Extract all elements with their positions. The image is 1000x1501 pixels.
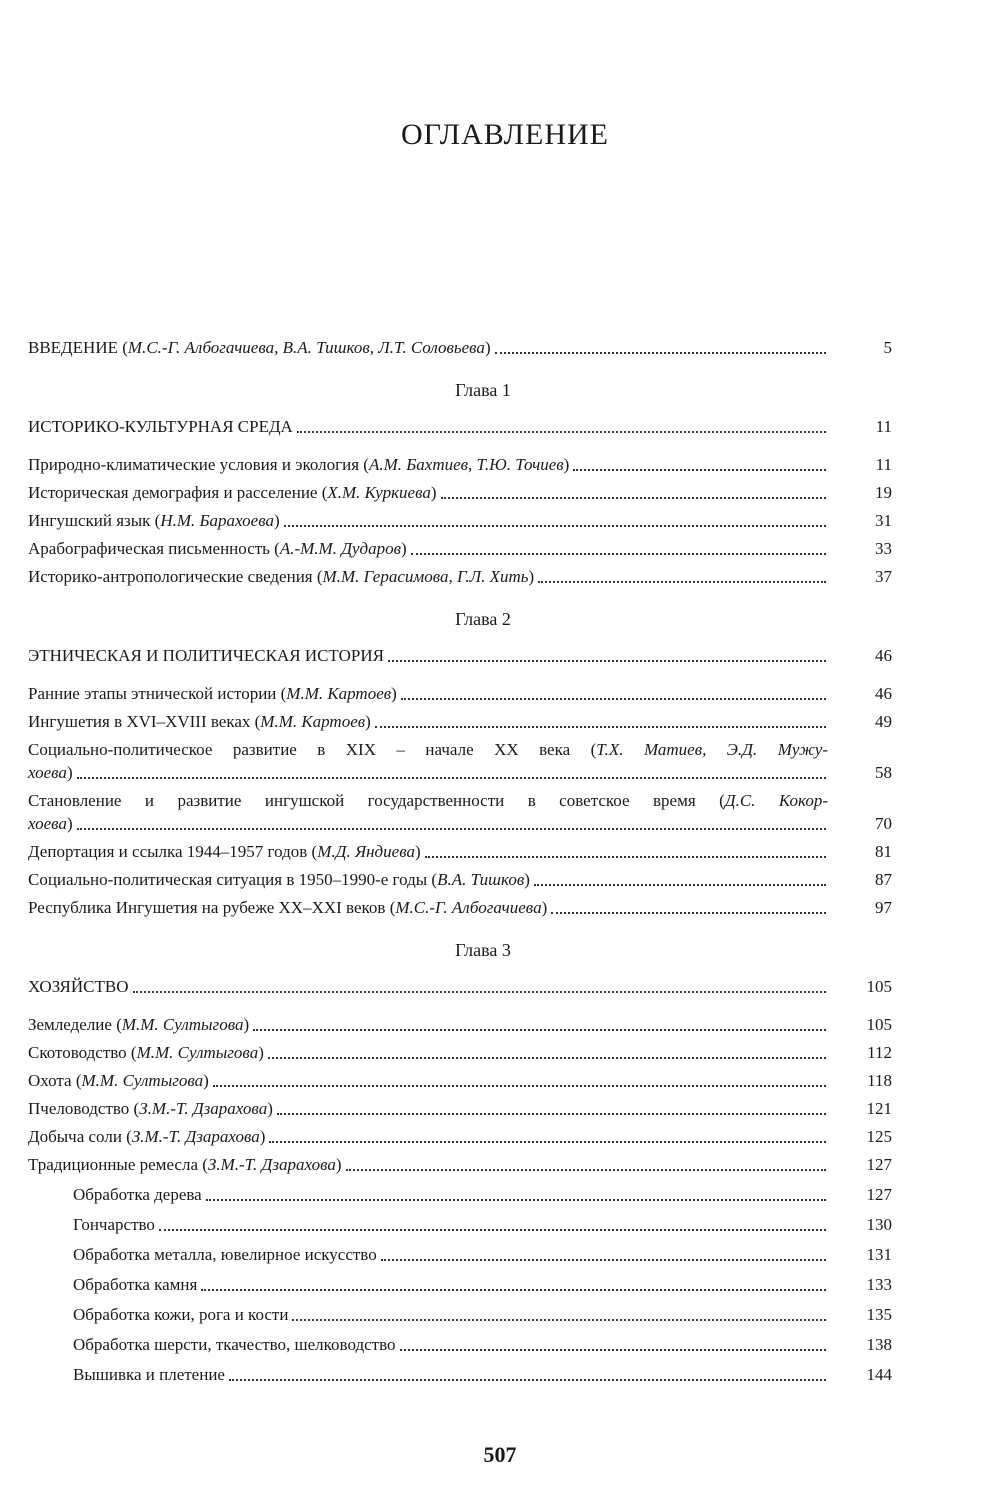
toc-entry: Природно-климатические условия и экология (А.М. Бахтиев, Т.Ю. Точиев) 11	[28, 455, 892, 474]
toc-subentry: Обработка шерсти, ткачество, шелководство 138	[73, 1335, 892, 1354]
toc-entry-multiline: Становление и развитие ингушской государственности в советское время (Д.С. Кокор- хоева) 70	[28, 791, 892, 833]
entry-close: )	[484, 338, 491, 357]
toc-entry: Скотоводство (М.М. Султыгова) 112	[28, 1043, 892, 1062]
entry-authors: М.С.-Г. Албогачиева, В.А. Тишков, Л.Т. Соловьева	[127, 338, 485, 357]
page-number: 507	[483, 1442, 517, 1467]
toc-entry: Пчеловодство (З.М.-Т. Дзарахова) 121	[28, 1099, 892, 1118]
toc-entry: Земледелие (М.М. Султыгова) 105	[28, 1015, 892, 1034]
toc-subentry: Обработка металла, ювелирное искусство 131	[73, 1245, 892, 1264]
section-label: ХОЗЯЙСТВО	[28, 977, 129, 996]
chapter-heading: Глава 1	[455, 380, 511, 400]
toc-subentry: Обработка дерева 127	[73, 1185, 892, 1204]
toc-entry: Охота (М.М. Султыгова) 118	[28, 1071, 892, 1090]
section-label: ЭТНИЧЕСКАЯ И ПОЛИТИЧЕСКАЯ ИСТОРИЯ	[28, 646, 384, 665]
page-title: ОГЛАВЛЕНИЕ	[401, 118, 609, 151]
toc-entry: Депортация и ссылка 1944–1957 годов (М.Д. Яндиева) 81	[28, 842, 892, 861]
toc-entry: Социально-политическая ситуация в 1950–1990-е годы (В.А. Тишков) 87	[28, 870, 892, 889]
toc-entry: Ингушетия в XVI–XVIII веках (М.М. Картоев) 49	[28, 712, 892, 731]
toc-entry: Ингушский язык (Н.М. Барахоева) 31	[28, 511, 892, 530]
chapter-heading: Глава 2	[455, 609, 511, 629]
toc-subentry: Обработка кожи, рога и кости 135	[73, 1305, 892, 1324]
toc-section: ЭТНИЧЕСКАЯ И ПОЛИТИЧЕСКАЯ ИСТОРИЯ 46	[28, 646, 892, 665]
toc-entry: Историко-антропологические сведения (М.М. Герасимова, Г.Л. Хить) 37	[28, 567, 892, 586]
toc-entry: Арабографическая письменность (А.-М.М. Дударов) 33	[28, 539, 892, 558]
section-label: ИСТОРИКО-КУЛЬТУРНАЯ СРЕДА	[28, 417, 293, 436]
chapter-heading: Глава 3	[455, 940, 511, 960]
entry-page: 11	[875, 417, 892, 436]
entry-label: ВВЕДЕНИЕ (	[28, 338, 128, 357]
toc-entry: Республика Ингушетия на рубеже XX–XXI веков (М.С.-Г. Албогачиева) 97	[28, 898, 892, 917]
table-of-contents	[28, 338, 892, 1385]
toc-section	[28, 417, 892, 437]
toc-entry: Ранние этапы этнической истории (М.М. Картоев) 46	[28, 684, 892, 703]
toc-subentry: Вышивка и плетение 144	[73, 1365, 892, 1384]
leader-dots	[495, 352, 826, 354]
toc-subentry: Гончарство 130	[73, 1215, 892, 1234]
toc-entry: Добыча соли (З.М.-Т. Дзарахова) 125	[28, 1127, 892, 1146]
toc-section: ХОЗЯЙСТВО 105	[28, 977, 892, 996]
toc-entry: Историческая демография и расселение (Х.М. Куркиева) 19	[28, 483, 892, 502]
toc-entry: Традиционные ремесла (З.М.-Т. Дзарахова) 127	[28, 1155, 892, 1174]
leader-dots	[297, 431, 826, 433]
toc-entry-multiline: Социально-политическое развитие в XIX – начале XX века (Т.Х. Матиев, Э.Д. Мужу- хоева) 58	[28, 740, 892, 782]
toc-entry-intro	[28, 338, 892, 358]
toc-subentry: Обработка камня 133	[73, 1275, 892, 1294]
entry-page: 5	[883, 338, 892, 357]
